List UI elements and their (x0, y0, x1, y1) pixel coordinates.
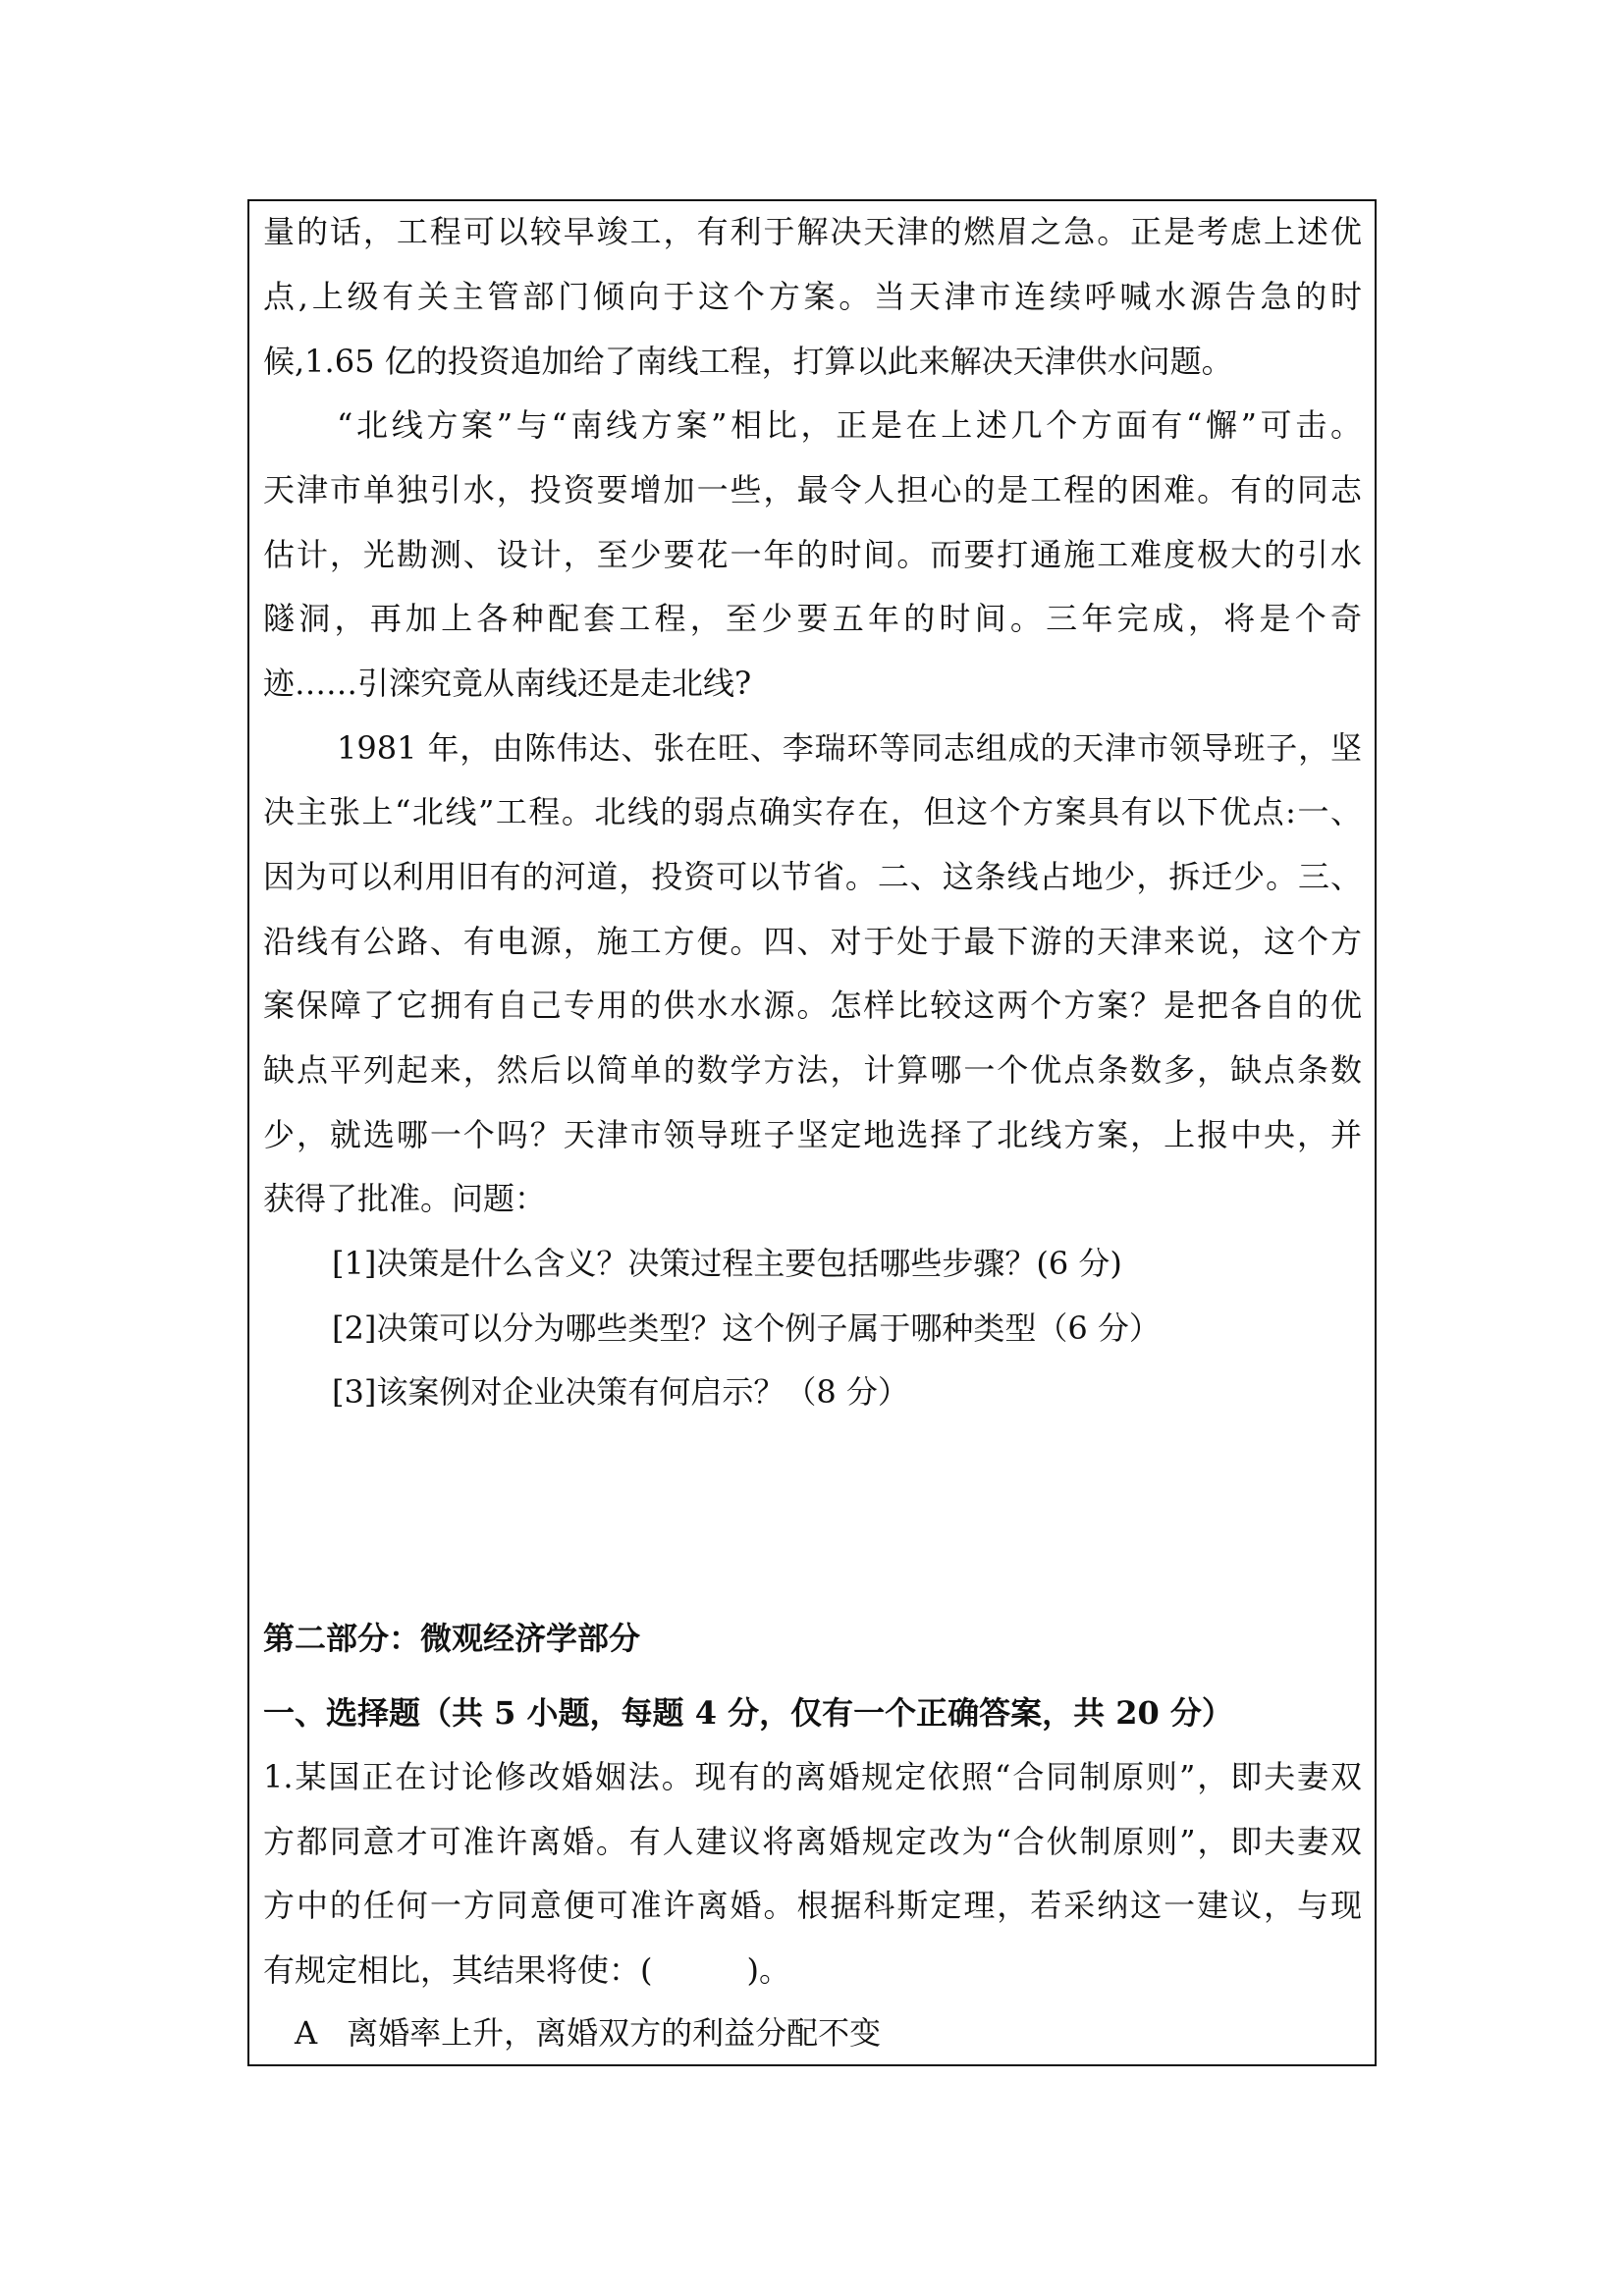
case-line: 获得了批准。问题： (263, 1180, 547, 1217)
mcq-line: 有规定相比，其结果将使：( )。 (263, 1951, 790, 1989)
case-line: 估计，光勘测、设计，至少要花一年的时间。而要打通施工难度极大的引水 (263, 536, 1362, 573)
mcq-line: 方都同意才可准许离婚。有人建议将离婚规定改为“合伙制原则”，即夫妻双 (263, 1823, 1362, 1860)
case-line: 1981 年，由陈伟达、张在旺、李瑞环等同志组成的天津市领导班子，坚 (337, 729, 1362, 767)
section-heading: 一、选择题（共 5 小题，每题 4 分，仅有一个正确答案，共 20 分） (263, 1694, 1233, 1732)
question-1: [1]决策是什么含义？决策过程主要包括哪些步骤？(6 分) (332, 1245, 1122, 1282)
case-line: 案保障了它拥有自己专用的供水水源。怎样比较这两个方案？是把各自的优 (263, 987, 1362, 1024)
case-line: 候,1.65 亿的投资追加给了南线工程，打算以此来解决天津供水问题。 (263, 343, 1233, 380)
option-letter: A (295, 2014, 318, 2052)
case-line: 决主张上“北线”工程。北线的弱点确实存在，但这个方案具有以下优点:一、 (263, 793, 1362, 830)
mcq-line: 方中的任何一方同意便可准许离婚。根据科斯定理，若采纳这一建议，与现 (263, 1887, 1362, 1924)
case-line: “北线方案”与“南线方案”相比，正是在上述几个方面有“懈”可击。 (337, 406, 1362, 444)
question-2: [2]决策可以分为哪些类型？这个例子属于哪种类型（6 分） (332, 1309, 1161, 1347)
case-line: 隧洞，再加上各种配套工程，至少要五年的时间。三年完成，将是个奇 (263, 600, 1362, 637)
case-line: 缺点平列起来，然后以简单的数学方法，计算哪一个优点条数多，缺点条数 (263, 1051, 1362, 1089)
case-line: 天津市单独引水，投资要增加一些，最令人担心的是工程的困难。有的同志 (263, 471, 1362, 508)
case-line: 因为可以利用旧有的河道，投资可以节省。二、这条线占地少，拆迁少。三、 (263, 858, 1362, 895)
case-line: 迹……引滦究竟从南线还是走北线? (263, 665, 752, 702)
part-heading: 第二部分：微观经济学部分 (263, 1620, 641, 1657)
option-a (295, 2011, 1393, 2055)
question-3: [3]该案例对企业决策有何启示？（8 分） (332, 1373, 909, 1411)
case-line: 量的话，工程可以较早竣工，有利于解决天津的燃眉之急。正是考虑上述优 (263, 213, 1362, 250)
mcq-line: 1.某国正在讨论修改婚姻法。现有的离婚规定依照“合同制原则”，即夫妻双 (263, 1758, 1362, 1795)
case-line: 沿线有公路、有电源，施工方便。四、对于处于最下游的天津来说，这个方 (263, 923, 1362, 960)
option-text: 离婚率上升，离婚双方的利益分配不变 (347, 2014, 882, 2052)
case-line: 点,上级有关主管部门倾向于这个方案。当天津市连续呼喊水源告急的时 (263, 278, 1362, 315)
case-line: 少，就选哪一个吗？天津市领导班子坚定地选择了北线方案，上报中央，并 (263, 1116, 1362, 1153)
